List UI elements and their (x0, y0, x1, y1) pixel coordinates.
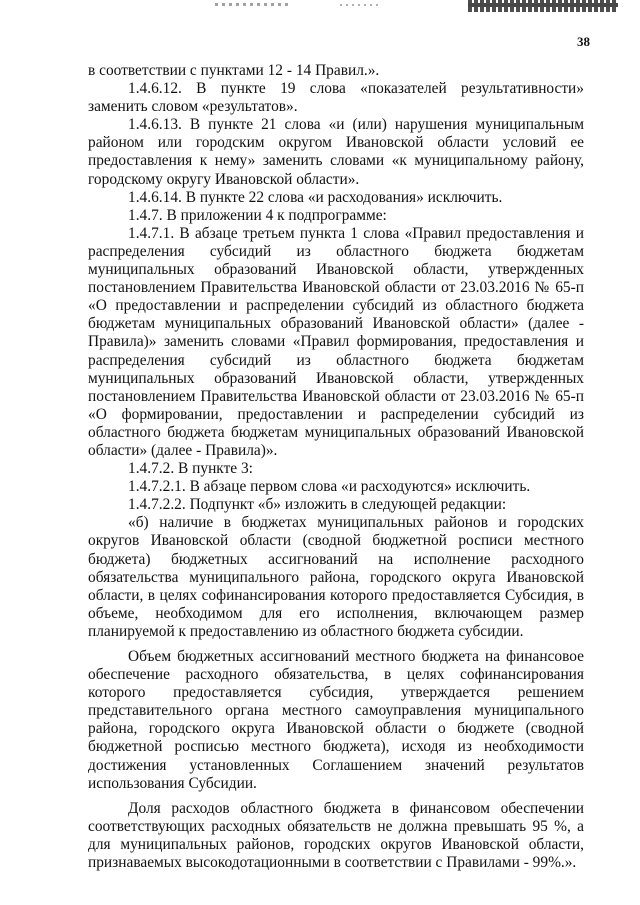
scan-artifact-middle (340, 4, 380, 6)
paragraph-regional-share: Доля расходов областного бюджета в финансовом обеспечении соответствующих расходных обязательств не должна превышать 95 %, а для муниципальных районов, городских округов Ивановской области, признаваемых высокодотационными в соответствии с Правилами - 99%.». (88, 799, 584, 872)
paragraph-1-4-7-1: 1.4.7.1. В абзаце третьем пункта 1 слова «Правил предоставления и распределения субсидий из областного бюджета бюджетам муниципальных образований Ивановской области, утвержденных постановлением Правительства Ивановской области от 23.03.2016 № 65-п «О предоставлении и распределении субсидий из областного бюджета бюджетам муниципальных образований Ивановской области» (далее - Правила)» заменить словами «Правил формирования, предоставления и распределения субсидий из областного бюджета бюджетам муниципальных образований Ивановской области, утвержденных постановлением Правительства Ивановской области от 23.03.2016 № 65-п «О формировании, предоставлении и распределении субсидий из областного бюджета бюджетам муниципальных образований Ивановской области» (далее - Правила)». (88, 224, 584, 459)
paragraph-1-4-6-12: 1.4.6.12. В пункте 19 слова «показателей результативности» заменить словом «результатов». (88, 80, 584, 116)
paragraph-subpoint-b: «б) наличие в бюджетах муниципальных районов и городских округов Ивановской области (сводной бюджетной росписи местного бюджета) бюджетных ассигнований на исполнение расходного обязательства муниципального района, городского округа Ивановской области, в целях софинансирования которого предоставляется Субсидия, в объеме, необходимом для его исполнения, включающем размер планируемой к предоставлению из областного бюджета субсидии. (88, 514, 584, 640)
paragraph-continuation: в соответствии с пунктами 12 - 14 Правил.». (88, 62, 380, 79)
document-body (88, 62, 584, 872)
paragraph-1-4-7-2: 1.4.7.2. В пункте 3: (128, 460, 253, 478)
scan-artifact-left (215, 3, 290, 6)
paragraph-1-4-7: 1.4.7. В приложении 4 к подпрограмме: (128, 206, 387, 224)
paragraph-budget-volume: Объем бюджетных ассигнований местного бюджета на финансовое обеспечение расходного обязательства, в целях софинансирования которого предоставляется субсидия, утверждается решением представительного органа местного самоуправления муниципального района, городского округа Ивановской области о бюджете (сводной бюджетной росписью местного бюджета), исходя из необходимости достижения установленных Соглашением значений результатов использования Субсидии. (88, 648, 584, 792)
scan-artifact-right (468, 0, 618, 12)
paragraph-1-4-6-14: 1.4.6.14. В пункте 22 слова «и расходования» исключить. (128, 188, 503, 206)
paragraph-1-4-6-13: 1.4.6.13. В пункте 21 слова «и (или) нарушения муниципальным районом или городским округом Ивановской области условий ее предоставления к нему» заменить словами «к муниципальному району, городскому округу Ивановской области». (88, 116, 584, 188)
page-number: 38 (577, 34, 590, 49)
paragraph-1-4-7-2-1: 1.4.7.2.1. В абзаце первом слова «и расходуются» исключить. (128, 478, 531, 496)
paragraph-1-4-7-2-2: 1.4.7.2.2. Подпункт «б» изложить в следующей редакции: (128, 496, 507, 514)
